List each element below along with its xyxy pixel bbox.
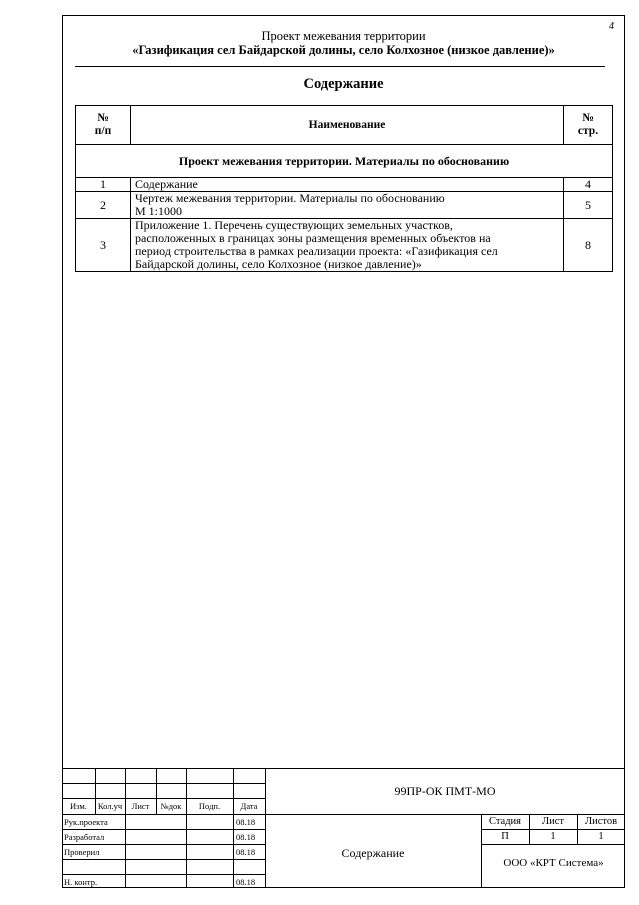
stamp-sheets-value: 1 bbox=[598, 831, 604, 842]
header-line2: «Газификация сел Байдарской долины, село Колхозное (низкое давление)» bbox=[132, 43, 555, 57]
col-page-header bbox=[564, 106, 613, 145]
header-divider bbox=[75, 66, 605, 67]
stamp-role-norm-control: Н. контр. bbox=[64, 877, 98, 887]
stamp-role-checker: Проверил bbox=[64, 847, 100, 857]
stamp-date-checker: 08.18 bbox=[236, 847, 256, 857]
row-name-line: Байдарской долины, село Колхозное (низкое давление)» bbox=[135, 257, 422, 271]
stamp-col-change: Изм. bbox=[70, 801, 87, 811]
stamp-col-sign: Подп. bbox=[198, 801, 221, 811]
row-num: 3 bbox=[76, 219, 131, 272]
table-row bbox=[76, 178, 613, 192]
stamp-stage-value: П bbox=[501, 831, 509, 842]
col-num-header-line2: п/п bbox=[94, 125, 112, 137]
row-name-line: период строительства в рамках реализации проекта: «Газификация сел bbox=[135, 244, 498, 258]
stamp-sheets-label: Листов bbox=[584, 816, 618, 827]
contents-table bbox=[75, 105, 613, 272]
row-name-line: расположенных в границах зоны размещения временных объектов на bbox=[135, 231, 491, 245]
col-num-header bbox=[76, 106, 131, 145]
page-number: 4 bbox=[609, 21, 614, 32]
row-name bbox=[131, 192, 564, 219]
title-block bbox=[62, 768, 625, 888]
stamp-col-qty: Кол.уч bbox=[97, 801, 123, 811]
stamp-col-sheet: Лист bbox=[131, 801, 150, 811]
stamp-role-lead: Рук.проекта bbox=[64, 817, 108, 827]
table-row bbox=[76, 192, 613, 219]
stamp-stage-label: Стадия bbox=[488, 816, 522, 827]
document-code: 99ПР-ОК ПМТ-МО bbox=[394, 784, 496, 798]
stamp-date-developer: 08.18 bbox=[236, 832, 256, 842]
row-name bbox=[131, 178, 564, 192]
section-title: Содержание bbox=[303, 76, 384, 92]
organization-name: ООО «КРТ Система» bbox=[503, 857, 604, 869]
row-page: 8 bbox=[564, 219, 613, 272]
col-name-header: Наименование bbox=[131, 106, 564, 145]
row-name bbox=[131, 219, 564, 272]
group-row bbox=[76, 145, 613, 178]
stamp-date-norm-control: 08.18 bbox=[236, 877, 256, 887]
stamp-col-date: Дата bbox=[240, 801, 258, 811]
col-page-header-line2: стр. bbox=[577, 125, 599, 137]
row-name-line: Содержание bbox=[135, 177, 198, 191]
header-line1: Проект межевания территории bbox=[261, 29, 426, 43]
row-name-line: М 1:1000 bbox=[135, 204, 183, 218]
col-num-header-line1: № bbox=[97, 112, 109, 124]
sheet-name: Содержание bbox=[341, 846, 405, 860]
stamp-col-docnum: №док bbox=[160, 801, 182, 811]
col-page-header-line1: № bbox=[582, 112, 594, 124]
stamp-sheet-value: 1 bbox=[550, 831, 556, 842]
stamp-sheet-label: Лист bbox=[542, 816, 564, 827]
row-page: 4 bbox=[564, 178, 613, 192]
row-name-line: Чертеж межевания территории. Материалы по обоснованию bbox=[135, 191, 445, 205]
row-num: 1 bbox=[76, 178, 131, 192]
stamp-role-developer: Разработал bbox=[64, 832, 105, 842]
row-num: 2 bbox=[76, 192, 131, 219]
row-name-line: Приложение 1. Перечень существующих земельных участков, bbox=[135, 218, 453, 232]
row-page: 5 bbox=[564, 192, 613, 219]
group-title: Проект межевания территории. Материалы по обоснованию bbox=[76, 145, 613, 178]
table-header-row bbox=[76, 106, 613, 145]
stamp-date-lead: 08.18 bbox=[236, 817, 256, 827]
table-row bbox=[76, 219, 613, 272]
